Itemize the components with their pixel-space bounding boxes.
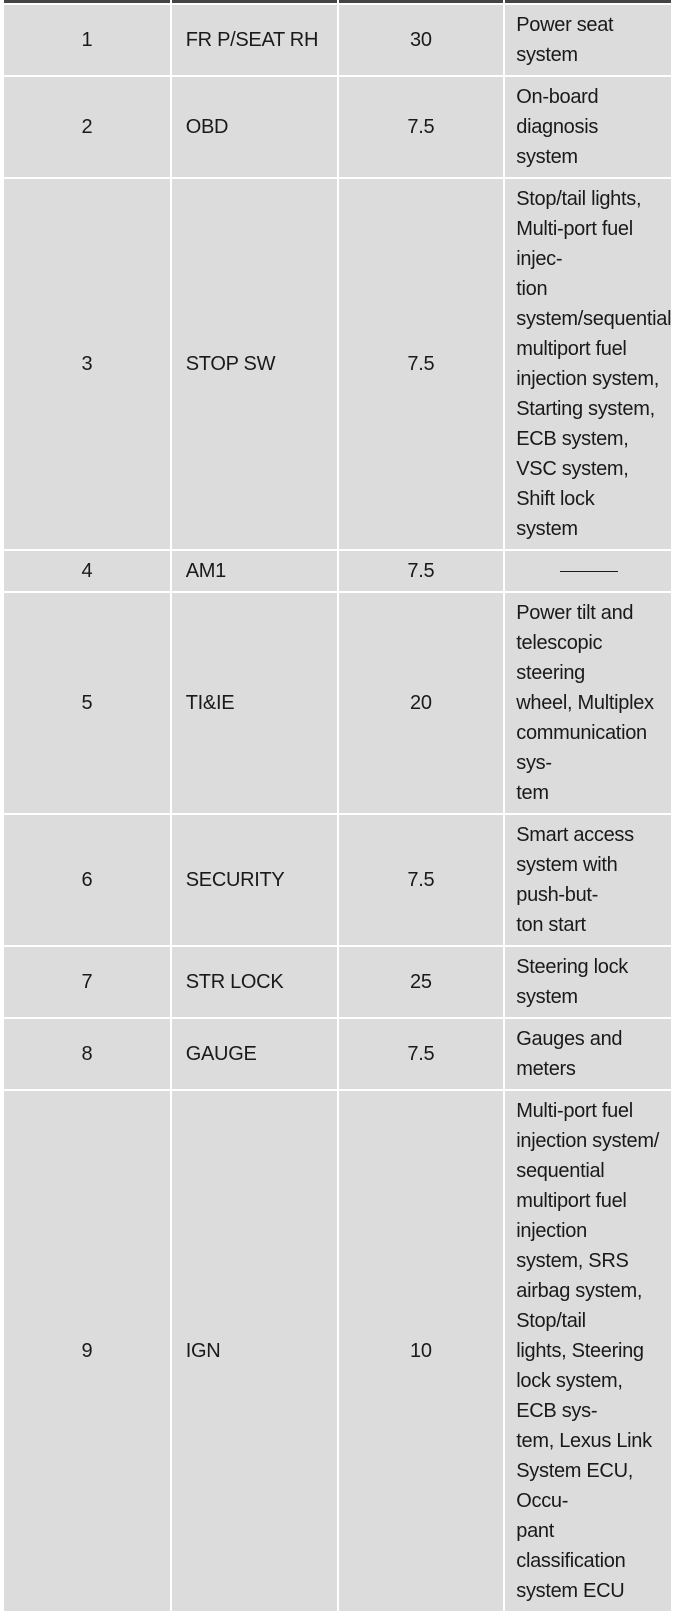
circuit-line: Steering lock system bbox=[516, 956, 628, 1008]
circuit-line: injection system, Starting system, bbox=[516, 368, 659, 420]
fuse-name: STOP SW bbox=[171, 178, 338, 550]
fuse-table-container bbox=[4, 0, 671, 1611]
fuse-number: 5 bbox=[4, 592, 171, 814]
circuit-line: lights, Steering lock system, ECB sys- bbox=[516, 1340, 644, 1422]
fuse-ampere: 20 bbox=[338, 592, 505, 814]
circuit-line: tem bbox=[516, 782, 549, 804]
fuse-ampere: 10 bbox=[338, 1090, 505, 1611]
circuit-line: Multi-port fuel injection system/ bbox=[516, 1100, 659, 1152]
fuse-circuit bbox=[504, 946, 671, 1018]
circuit-line: Power tilt and telescopic steering bbox=[516, 602, 634, 684]
circuit-line: wheel, Multiplex communication sys- bbox=[516, 692, 654, 774]
fuse-name: GAUGE bbox=[171, 1018, 338, 1090]
fuse-number: 6 bbox=[4, 814, 171, 946]
circuit-line: Power seat system bbox=[516, 14, 614, 66]
fuse-circuit bbox=[504, 814, 671, 946]
fuse-name: TI&IE bbox=[171, 592, 338, 814]
table-row bbox=[4, 814, 671, 946]
circuit-line: system bbox=[516, 518, 578, 540]
table-row bbox=[4, 592, 671, 814]
circuit-line: pant classification system ECU bbox=[516, 1520, 626, 1602]
fuse-number: 4 bbox=[4, 550, 171, 592]
circuit-line: sequential multiport fuel injection bbox=[516, 1160, 627, 1242]
fuse-ampere: 30 bbox=[338, 4, 505, 76]
fuse-name: OBD bbox=[171, 76, 338, 178]
fuse-number: 2 bbox=[4, 76, 171, 178]
table-row bbox=[4, 4, 671, 76]
table-row bbox=[4, 76, 671, 178]
fuse-ampere: 7.5 bbox=[338, 178, 505, 550]
table-row bbox=[4, 550, 671, 592]
fuse-ampere: 7.5 bbox=[338, 76, 505, 178]
fuse-number: 7 bbox=[4, 946, 171, 1018]
circuit-line: Smart access system with push-but- bbox=[516, 824, 634, 906]
fuse-ampere: 7.5 bbox=[338, 814, 505, 946]
circuit-line: Stop/tail lights, Multi-port fuel injec- bbox=[516, 188, 642, 270]
fuse-ampere: 7.5 bbox=[338, 550, 505, 592]
fuse-name: AM1 bbox=[171, 550, 338, 592]
fuse-circuit bbox=[504, 4, 671, 76]
fuse-name: STR LOCK bbox=[171, 946, 338, 1018]
table-row bbox=[4, 1018, 671, 1090]
table-row bbox=[4, 946, 671, 1018]
table-row bbox=[4, 1090, 671, 1611]
fuse-number: 9 bbox=[4, 1090, 171, 1611]
fuse-circuit bbox=[504, 76, 671, 178]
fuse-table-body bbox=[4, 4, 671, 1611]
no-circuit-dash bbox=[560, 571, 618, 572]
fuse-circuit bbox=[504, 1018, 671, 1090]
fuse-number: 3 bbox=[4, 178, 171, 550]
circuit-line: ton start bbox=[516, 914, 586, 936]
fuse-circuit bbox=[504, 592, 671, 814]
fuse-circuit bbox=[504, 1090, 671, 1611]
circuit-line: tem, Lexus Link System ECU, Occu- bbox=[516, 1430, 652, 1512]
circuit-line: tion system/sequential multiport fuel bbox=[516, 278, 672, 360]
circuit-line: Gauges and meters bbox=[516, 1028, 623, 1080]
fuse-number: 1 bbox=[4, 4, 171, 76]
fuse-ampere: 25 bbox=[338, 946, 505, 1018]
fuse-name: IGN bbox=[171, 1090, 338, 1611]
fuse-circuit bbox=[504, 550, 671, 592]
circuit-line: On-board diagnosis system bbox=[516, 86, 599, 168]
circuit-line: system, SRS airbag system, Stop/tail bbox=[516, 1250, 643, 1332]
table-row bbox=[4, 178, 671, 550]
fuse-ampere: 7.5 bbox=[338, 1018, 505, 1090]
fuse-circuit bbox=[504, 178, 671, 550]
fuse-number: 8 bbox=[4, 1018, 171, 1090]
circuit-line: ECB system, VSC system, Shift lock bbox=[516, 428, 629, 510]
fuse-name: SECURITY bbox=[171, 814, 338, 946]
fuse-table bbox=[4, 0, 671, 1611]
fuse-name: FR P/SEAT RH bbox=[171, 4, 338, 76]
